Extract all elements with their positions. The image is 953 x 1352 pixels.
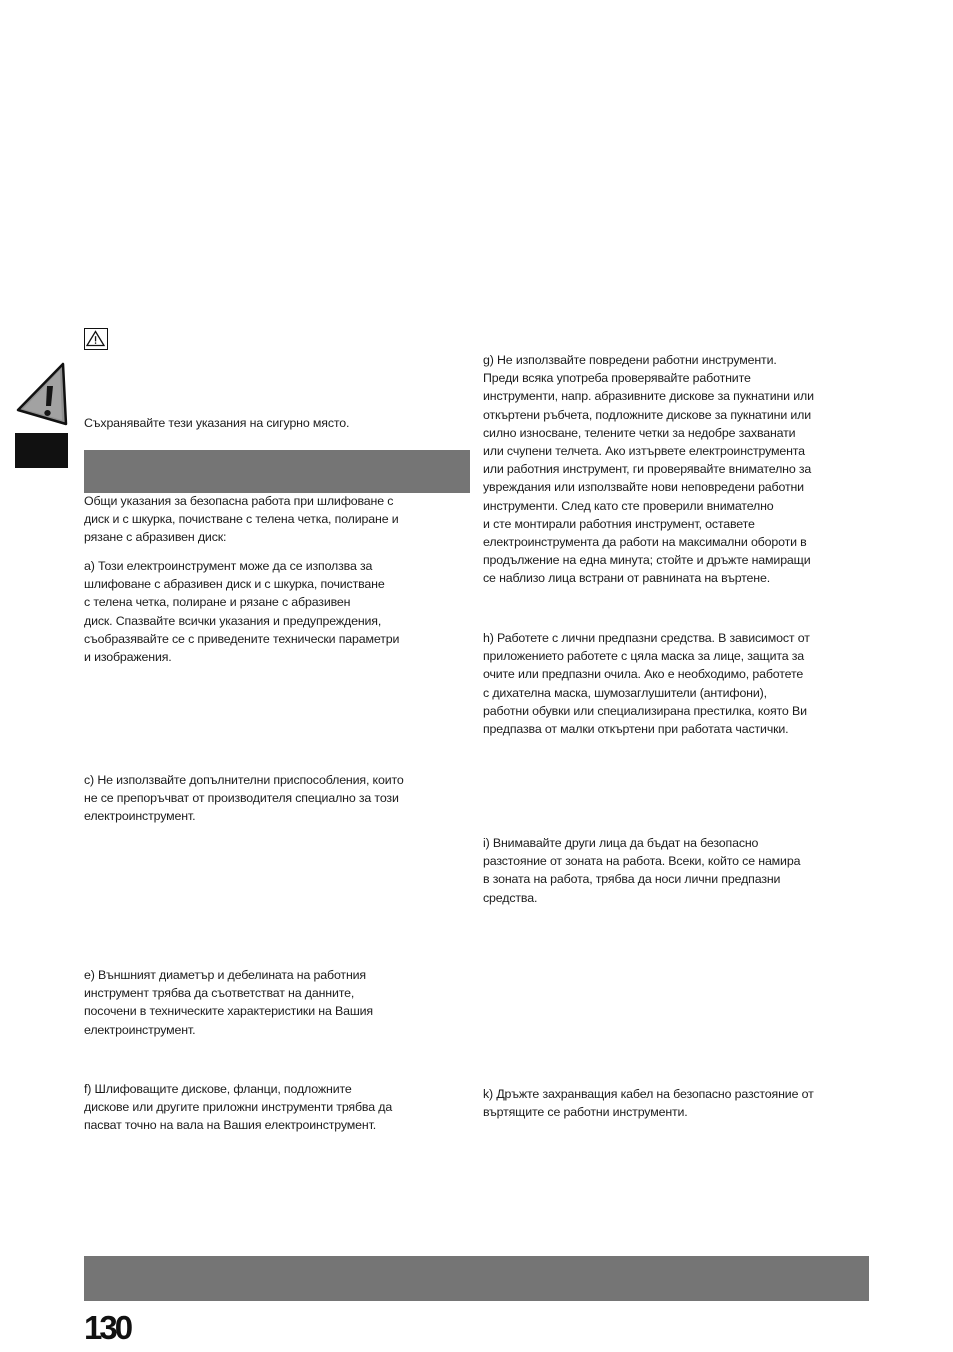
general-safety-heading: Общи указания за безопасна работа при шлифоване с диск и с шкурка, почистване с телена четка, полиране и рязане с абразивен диск: xyxy=(84,494,399,545)
safety-item-e: e) Външният диаметър и дебелината на работния инструмент трябва да съответстват на данните, посочени в техническите характеристики на Вашия електроинструмент. xyxy=(84,968,373,1037)
safety-item-k: k) Дръжте захранващия кабел на безопасно разстояние от въртящите се работни инструменти. xyxy=(483,1087,814,1120)
warning-triangle-icon xyxy=(84,328,108,350)
safety-item-c: c) Не използвайте допълнителни приспособления, които не се препоръчват от производителя специално за този електроинструмент. xyxy=(84,773,404,824)
safety-item-f: f) Шлифоващите дискове, фланци, подложните дискове или другите приложни инструменти трябва да пасват точно на вала на Вашия електроинструмент. xyxy=(84,1082,393,1133)
page-number: 130 xyxy=(84,1309,131,1346)
footer-band xyxy=(84,1256,869,1301)
safety-item-a: a) Този електроинструмент може да се използва за шлифоване с абразивен диск и с шкурка, почистване с телена четка, полиране и рязане с абразивен диск. Спазвайте всички указания и предупреждения, съобразявайте се с приведените технически параметри и изображения. xyxy=(84,559,400,665)
section-heading-band xyxy=(84,450,470,493)
safety-item-i: i) Внимавайте други лица да бъдат на безопасно разстояние от зоната на работа. Всеки, който се намира в зоната на работа, трябва да носи лични предпазни средства. xyxy=(483,836,801,905)
exclamation-warning-icon xyxy=(15,354,68,434)
safety-item-g: g) Не използвайте повредени работни инструменти. Преди всяка употреба проверявайте работните инструменти, напр. абразивните дискове за пукнатини или откъртени ръбчета, подложните дискове за пукнатини или силно износване, телените четки за недобре захванати или счупени телчета. Ако изтървете електроинструмента или работния инструмент, ги проверявайте внимателно за увреждания или използвайте нови неповредени работни инструменти. След като сте проверили внимателно и сте монтирали работния инструмент, оставете електроинструмента да работи на максимални обороти в продължение на една минута; стойте и дръжте намиращи се наблизо лица встрани от равнината на въртене. xyxy=(483,353,814,586)
safety-item-h: h) Работете с лични предпазни средства. В зависимост от приложението работете с цяла маска за лице, защита за очите или предпазни очила. Ако е необходимо, работете с дихателна маска, шумозаглушители (антифони), работни обувки или специализирана престилка, която Ви предпазва от малки откъртени при работата частички. xyxy=(483,631,810,737)
side-section-tab xyxy=(15,354,68,468)
keep-instructions-text: Съхранявайте тези указания на сигурно място. xyxy=(84,416,350,430)
